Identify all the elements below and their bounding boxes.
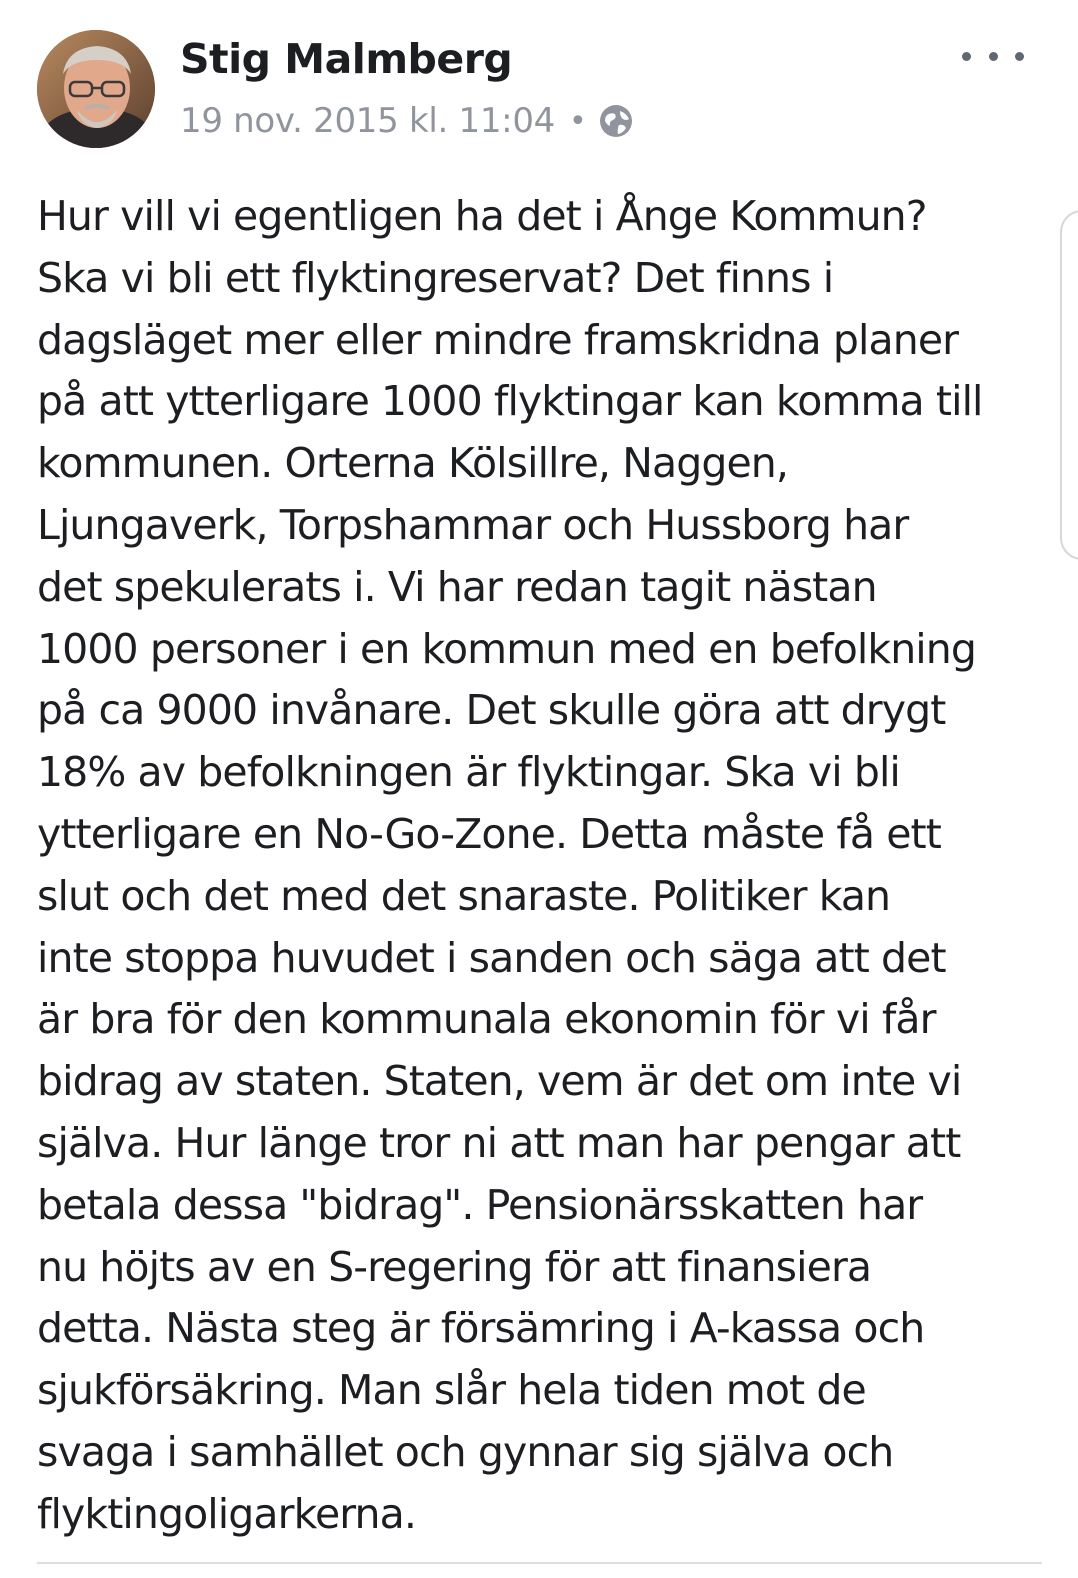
post-timestamp[interactable]: 19 nov. 2015 kl. 11:04 <box>180 101 555 141</box>
more-options-icon-dot <box>989 52 998 61</box>
post-text-line: det spekulerats i. Vi har redan tagit nästan <box>37 562 877 611</box>
post-text-line: kommunen. Orterna Kölsillre, Naggen, <box>37 439 788 488</box>
more-options-icon-dot <box>962 52 971 61</box>
post-text-line: på ca 9000 invånare. Det skulle göra att drygt <box>37 686 946 735</box>
post-text-line: slut och det med det snaraste. Politiker kan <box>37 871 891 920</box>
post-text-line: Hur vill vi egentligen ha det i Ånge Kommun? <box>37 192 927 240</box>
divider <box>37 1562 1042 1564</box>
post-text-line: själva. Hur länge tror ni att man har pengar att <box>37 1118 961 1167</box>
post-text-line: Ljungaverk, Torpshammar och Hussborg har <box>37 500 909 549</box>
post-text-line: 1000 personer i en kommun med en befolkning <box>37 624 976 673</box>
post-meta <box>180 98 634 144</box>
post-text-line: ytterligare en No-Go-Zone. Detta måste få ett <box>37 809 941 858</box>
post-text-line: detta. Nästa steg är försämring i A-kassa och <box>37 1304 925 1353</box>
post-text-line: sjukförsäkring. Man slår hela tiden mot de <box>37 1366 866 1415</box>
author-avatar[interactable] <box>37 30 155 148</box>
author-name[interactable]: Stig Malmberg <box>180 35 513 83</box>
meta-separator: • <box>569 103 587 139</box>
post-text-line: på att ytterligare 1000 flyktingar kan komma till <box>37 377 983 426</box>
more-options-button[interactable] <box>962 38 1024 74</box>
more-options-icon-dot <box>1015 52 1024 61</box>
post-text-line: svaga i samhället och gynnar sig själva och <box>37 1427 894 1476</box>
post-text-line: dagsläget mer eller mindre framskridna planer <box>37 315 959 364</box>
post-text-line: flyktingoligarkerna. <box>37 1489 416 1538</box>
post-text-line: inte stoppa huvudet i sanden och säga att det <box>37 933 946 982</box>
author-avatar-image <box>37 30 155 148</box>
globe-icon[interactable] <box>598 103 634 139</box>
post-text-line: 18% av befolkningen är flyktingar. Ska vi bli <box>37 748 900 797</box>
scrollbar-edge[interactable] <box>1060 210 1078 560</box>
post-text-line: nu höjts av en S-regering för att finansiera <box>37 1242 872 1291</box>
post-text-line: Ska vi bli ett flyktingreservat? Det finns i <box>37 253 834 302</box>
post-text-line: betala dessa "bidrag". Pensionärsskatten har <box>37 1180 923 1229</box>
post-text <box>37 186 1047 1546</box>
post-text-line: bidrag av staten. Staten, vem är det om inte vi <box>37 1057 962 1106</box>
post-text-line: är bra för den kommunala ekonomin för vi får <box>37 995 936 1044</box>
